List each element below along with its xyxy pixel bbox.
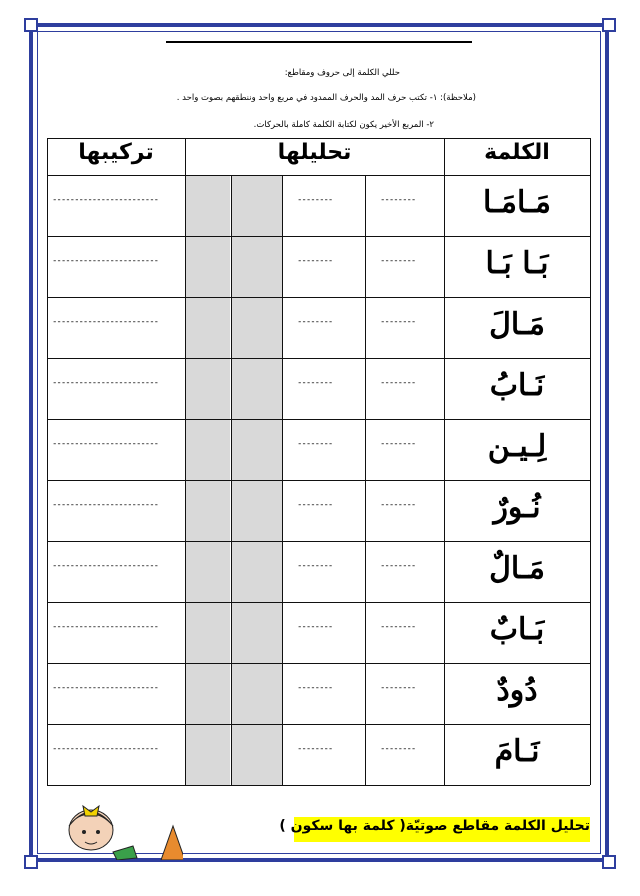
banner-text: تحليل الكلمة مقاطع صوتيّة( كلمة بها سكون ) xyxy=(279,818,590,834)
synthesis-blank[interactable]: ------------------------ xyxy=(52,256,159,266)
analysis-blank[interactable]: -------- xyxy=(297,256,333,266)
header-analysis: تحليلها xyxy=(277,140,352,165)
word-cell: مَـامَـا xyxy=(483,185,551,220)
analysis-blank[interactable]: -------- xyxy=(380,683,416,693)
column-divider xyxy=(365,175,366,785)
synthesis-blank[interactable]: ------------------------ xyxy=(52,683,159,693)
synthesis-blank[interactable]: ------------------------ xyxy=(52,500,159,510)
analysis-blank[interactable]: -------- xyxy=(380,317,416,327)
corner-ornament xyxy=(24,18,38,32)
name-line xyxy=(166,41,472,43)
table-border xyxy=(47,138,48,785)
instruction-note: (ملاحظة): ١- تكتب حرف المد والحرف الممدود في مربع واحد وننطقهم بصوت واحد . xyxy=(176,93,476,103)
instruction-title: حللي الكلمة إلى حروف ومقاطع: xyxy=(284,68,400,78)
header-synthesis: تركيبها xyxy=(78,140,154,165)
row-divider xyxy=(47,419,590,420)
row-divider xyxy=(47,785,590,786)
row-divider xyxy=(47,138,590,139)
row-divider xyxy=(47,541,590,542)
synthesis-blank[interactable]: ------------------------ xyxy=(52,744,159,754)
word-cell: لِـيـن xyxy=(487,429,547,464)
analysis-blank[interactable]: -------- xyxy=(297,317,333,327)
analysis-blank[interactable]: -------- xyxy=(297,561,333,571)
row-divider xyxy=(47,175,590,176)
analysis-blank[interactable]: -------- xyxy=(297,195,333,205)
analysis-blank[interactable]: -------- xyxy=(297,500,333,510)
row-divider xyxy=(47,480,590,481)
column-divider xyxy=(231,175,232,785)
analysis-blank[interactable]: -------- xyxy=(380,256,416,266)
header-word: الكلمة xyxy=(484,140,550,165)
analysis-blank[interactable]: -------- xyxy=(297,683,333,693)
corner-ornament xyxy=(602,18,616,32)
analysis-blank[interactable]: -------- xyxy=(297,622,333,632)
girl-illustration xyxy=(53,800,183,860)
word-cell: نَـامَ xyxy=(494,734,540,769)
word-cell: مَـالَ xyxy=(489,307,545,342)
column-divider xyxy=(444,138,445,785)
corner-ornament xyxy=(602,855,616,869)
instruction-note-2: ٢- المربع الأخير يكون لكتابة الكلمة كاملة بالحركات. xyxy=(253,120,434,130)
row-divider xyxy=(47,358,590,359)
analysis-blank[interactable]: -------- xyxy=(380,195,416,205)
analysis-blank[interactable]: -------- xyxy=(380,500,416,510)
column-divider xyxy=(282,175,283,785)
synthesis-blank[interactable]: ------------------------ xyxy=(52,622,159,632)
row-divider xyxy=(47,236,590,237)
analysis-blank[interactable]: -------- xyxy=(380,622,416,632)
column-divider xyxy=(185,138,186,785)
word-cell: مَـالٌ xyxy=(489,551,545,586)
row-divider xyxy=(47,297,590,298)
word-cell: بَـا بَـا xyxy=(485,246,549,281)
analysis-blank[interactable]: -------- xyxy=(380,439,416,449)
table-border xyxy=(590,138,591,785)
synthesis-blank[interactable]: ------------------------ xyxy=(52,439,159,449)
analysis-blank[interactable]: -------- xyxy=(380,744,416,754)
word-cell: نُـورٌ xyxy=(493,490,541,525)
analysis-blank[interactable]: -------- xyxy=(297,744,333,754)
row-divider xyxy=(47,602,590,603)
row-divider xyxy=(47,663,590,664)
word-cell: بَـابٌ xyxy=(489,612,545,647)
synthesis-blank[interactable]: ------------------------ xyxy=(52,378,159,388)
row-divider xyxy=(47,724,590,725)
word-cell: نَـابُ xyxy=(489,368,545,403)
word-cell: دُودٌ xyxy=(496,673,538,708)
analysis-blank[interactable]: -------- xyxy=(380,378,416,388)
analysis-blank[interactable]: -------- xyxy=(297,439,333,449)
analysis-blank[interactable]: -------- xyxy=(380,561,416,571)
corner-ornament xyxy=(24,855,38,869)
synthesis-blank[interactable]: ------------------------ xyxy=(52,317,159,327)
analysis-blank[interactable]: -------- xyxy=(297,378,333,388)
synthesis-blank[interactable]: ------------------------ xyxy=(52,195,159,205)
synthesis-blank[interactable]: ------------------------ xyxy=(52,561,159,571)
